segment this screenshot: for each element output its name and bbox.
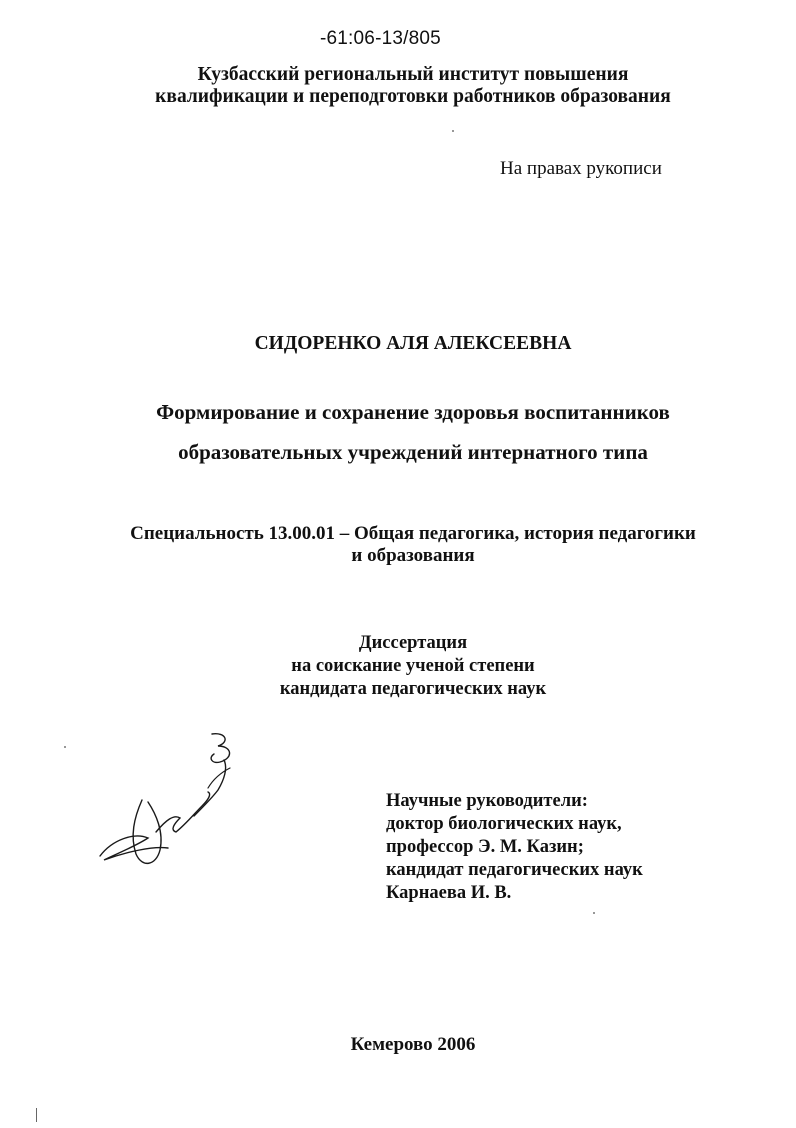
scan-edge-mark — [36, 1108, 37, 1122]
scientific-advisors — [386, 790, 746, 905]
degree-statement — [200, 632, 626, 701]
institute-line-2: квалификации и переподготовки работников образования — [155, 86, 671, 107]
city-year: Кемерово 2006 — [350, 1034, 476, 1055]
advisor-line-2: профессор Э. М. Казин; — [386, 837, 584, 857]
author-name: СИДОРЕНКО АЛЯ АЛЕКСЕЕВНА — [254, 333, 572, 354]
advisor-line-1: доктор биологических наук, — [386, 814, 622, 834]
degree-line-1: Диссертация — [358, 633, 468, 653]
specialty-line-2: и образования — [351, 545, 475, 566]
dissertation-title — [100, 392, 726, 472]
advisor-line-3: кандидат педагогических наук — [386, 860, 643, 880]
degree-line-3: кандидата педагогических наук — [279, 679, 547, 699]
scan-speck — [452, 130, 454, 132]
specialty-line-1: Специальность 13.00.01 – Общая педагогика, история педагогики — [130, 523, 696, 544]
document-code: -61:06-13/805 — [320, 28, 441, 49]
rights-note: На правах рукописи — [500, 158, 662, 179]
scan-speck — [64, 746, 66, 748]
scan-speck — [593, 912, 595, 914]
advisor-line-4: Карнаева И. В. — [386, 883, 512, 903]
institute-name — [90, 64, 736, 108]
handwritten-signature — [90, 728, 250, 878]
advisors-heading: Научные руководители: — [386, 791, 588, 811]
institute-line-1: Кузбасский региональный институт повышения — [197, 64, 629, 85]
title-line-1: Формирование и сохранение здоровья воспитанников — [156, 400, 670, 424]
title-line-2: образовательных учреждений интернатного типа — [178, 440, 648, 464]
degree-line-2: на соискание ученой степени — [291, 656, 535, 676]
specialty — [110, 523, 716, 567]
